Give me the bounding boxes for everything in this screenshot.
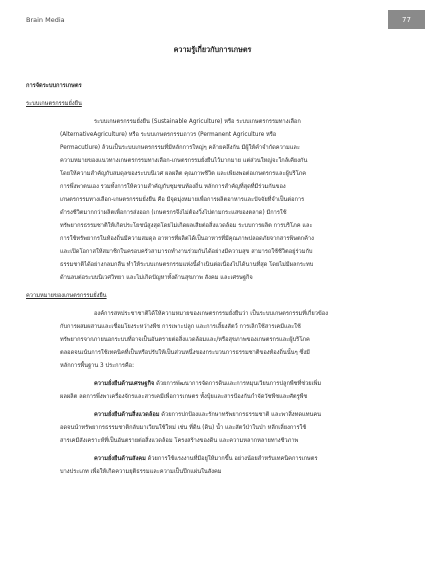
paragraph-line: ความหมายของแนวทางเกษตรกรรมทางเลือก-เกษตรกรรมยั่งยืนไว้มากมาย แต่ส่วนใหญ่จะใกล้เคียงกัน <box>60 158 308 164</box>
section-heading: การจัดระบบการเกษตร <box>26 83 82 89</box>
principle-text: ด้วยการพัฒนาการจัดการดินและการหมุนเวียนการปลูกพืชที่ช่วยเพิ่ม <box>154 381 322 387</box>
paragraph-line: องค์การสหประชาชาติได้ให้ความหมายของเกษตรกรรมยั่งยืนว่า เป็นระบบเกษตรกรรมที่เกี่ยวข้อง <box>94 311 328 317</box>
principle-social <box>26 453 399 479</box>
paragraph-line: ธรรมชาติได้อย่างกลมกลืน ทำให้ระบบเกษตรกรรมแห่งนี้ดำเนินต่อเนื่องไปได้นานที่สุด โดยไม่มีผลกระทบ <box>60 262 314 268</box>
principle-environmental <box>26 409 399 448</box>
paragraph-line: กับการผสมผสานและเชื่อมโยงระหว่างพืช การเพาะปลูก และการเลี้ยงสัตว์ การเลิกใช้สารเคมีและใช้ <box>60 324 301 330</box>
paragraph-line: ด้านลบต่อระบบนิเวศวิทยา และไม่เกิดปัญหาทั้งด้านสุขภาพ สังคม และเศรษฐกิจ <box>60 275 253 281</box>
paragraph-line: ระบบเกษตรกรรมยั่งยืน (Sustainable Agriculture) หรือ ระบบเกษตรกรรมทางเลือก <box>94 119 301 125</box>
principle-line <box>26 378 399 391</box>
principle-line <box>26 453 399 466</box>
paragraph-line: การใช้ทรัพยากรในท้องถิ่นมีความสมดุล อาหารที่ผลิตได้เป็นอาหารที่มีคุณภาพปลอดภัยจากสารพิษตกค้าง <box>60 236 314 242</box>
paragraph-line: ทรัพยากรจากภายนอกระบบที่อาจเป็นอันตรายต่อสิ่งแวดล้อมและ/หรือสุขภาพของเกษตรกรและผู้บริโภค <box>60 337 310 343</box>
principle-lead: ความยั่งยืนด้านสิ่งแวดล้อม <box>94 412 160 418</box>
principle-line: ผลผลิต ลดการพึ่งพาเครื่องจักรและสารเคมีเพื่อการเกษตร ทั้งปุ๋ยและสารป้องกันกำจัดวัชพืชและศัตรูพืช <box>60 394 308 400</box>
page-title: ความรู้เกี่ยวกับการเกษตร <box>173 45 252 54</box>
paragraph-un-meaning <box>26 308 399 373</box>
paragraph-line: Permacutlure) ล้วนเป็นระบบเกษตรกรรมที่มีหลักการใหญ่ๆ คล้ายคลึงกัน มีผู้ให้คำจำกัดความและ <box>60 145 300 151</box>
principle-line <box>26 409 399 422</box>
header-brand: Brain Media <box>26 16 65 24</box>
paragraph-definition <box>26 116 399 285</box>
principle-lead: ความยั่งยืนด้านสังคม <box>94 456 146 462</box>
principle-economic <box>26 378 399 404</box>
page-number-badge: 77 <box>388 10 425 29</box>
subheading-meaning: ความหมายของเกษตรกรรมยั่งยืน <box>26 293 107 299</box>
document-body <box>26 70 399 479</box>
paragraph-line: เกษตรกรรมทางเลือก-เกษตรกรรมยั่งยืน คือ มีจุดมุ่งหมายเพื่อการผลิตอาหารและปัจจัยที่จำเป็นต่อการ <box>60 197 305 203</box>
paragraph-line: (AlternativeAgriculture) หรือ ระบบเกษตรกรรมถาวร (Permanent Agriculture หรือ <box>60 132 277 138</box>
paragraph-line: การพึ่งพาตนเอง รวมทั้งการให้ความสำคัญกับชุมชนท้องถิ่น หลักการสำคัญที่สุดที่มีร่วมกันของ <box>60 184 286 190</box>
paragraph-line: หลักการพื้นฐาน 3 ประการคือ: <box>60 363 135 369</box>
paragraph-line: ตลอดจนเน้นการใช้เทคนิคที่เป็นหรือปรับให้เป็นส่วนหนึ่งของกระบวนการธรรมชาติของท้องถิ่นนั้นๆ ซึ่งมี <box>60 350 310 356</box>
paragraph-line: และเปิดโอกาสให้สมาชิกในครอบครัวสามารถทำงานร่วมกันได้อย่างมีความสุข สามารถใช้ชีวิตอยู่ร่วมกับ <box>60 249 313 255</box>
principle-text: ด้วยการใช้แรงงานที่มีอยู่ให้มากขึ้น อย่างน้อยสำหรับเทคนิคการเกษตร <box>145 456 318 462</box>
paragraph-line: ทรัพยากรธรรมชาติให้เกิดประโยชน์สูงสุดโดยไม่เกิดผลเสียต่อสิ่งแวดล้อม ระบบการผลิต การบริโภค และ <box>60 223 313 229</box>
paragraph-line: โดยให้ความสำคัญกับสมดุลของระบบนิเวศ ผลผลิต คุณภาพชีวิต และเพียงพอต่อเกษตรกรและผู้บริโภค <box>60 171 307 177</box>
principle-lead: ความยั่งยืนด้านเศรษฐกิจ <box>94 381 155 387</box>
principle-line: สารเคมีสังเคราะห์ที่เป็นอันตรายต่อสิ่งแวดล้อม โครงสร้างของดิน และความหลากหลายทางชีวภาพ <box>60 438 299 444</box>
paragraph-line: ดำรงชีวิตมากกว่าผลิตเพื่อการส่งออก (เกษตรกรจึงไม่ต้องวิ่งไปตามกระแสของตลาด) มีการใช้ <box>60 210 287 216</box>
principle-line: บางประเภท เพื่อให้เกิดความยุติธรรมและความเป็นปึกแผ่นในสังคม <box>60 469 222 475</box>
subheading-sustainable-agriculture: ระบบเกษตรกรรมยั่งยืน <box>26 101 82 107</box>
principle-text: ด้วยการปกป้องและรักษาทรัพยากรธรรมชาติ และพาสิ่งทดแทนคน <box>159 412 322 418</box>
principle-line: อดจนนำทรัพยากรธรรมชาติกลับมาเวียนใช้ใหม่ เช่น ที่ดิน (ดิน) น้ำ และสัตว์ป่าในป่า หลีกเลี่ยงการใช้ <box>60 425 307 431</box>
